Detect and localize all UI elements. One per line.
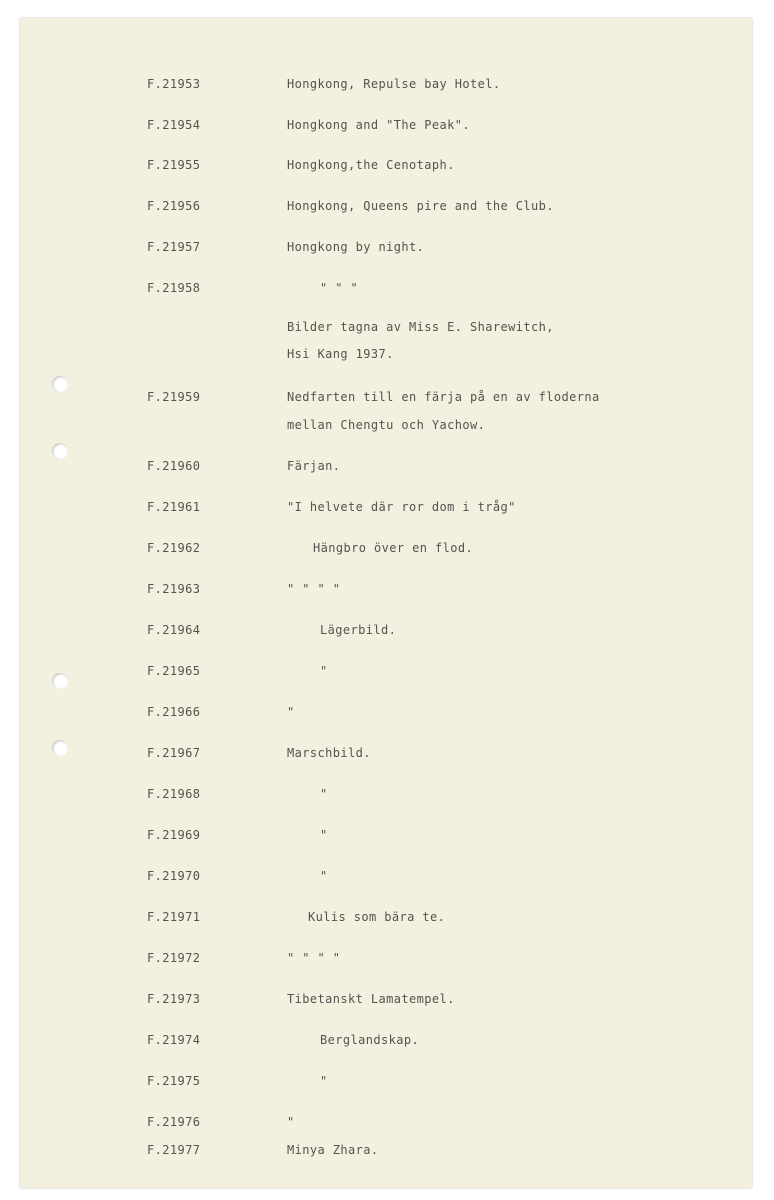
punch-hole xyxy=(52,376,68,392)
entry-description: " xyxy=(287,1115,295,1129)
catalog-number: F.21961 xyxy=(147,500,201,514)
entry-description: " " " " xyxy=(287,582,341,596)
catalog-number: F.21960 xyxy=(147,459,201,473)
catalog-number: F.21971 xyxy=(147,910,201,924)
catalog-number: F.21974 xyxy=(147,1033,201,1047)
entry-description: "I helvete där ror dom i tråg" xyxy=(287,500,516,514)
entry-description: Hongkong,the Cenotaph. xyxy=(287,158,455,172)
entry-description: mellan Chengtu och Yachow. xyxy=(287,418,486,432)
punch-hole xyxy=(52,740,68,756)
entry-description: Hongkong by night. xyxy=(287,240,425,254)
entry-description: Tibetanskt Lamatempel. xyxy=(287,992,455,1006)
catalog-number: F.21975 xyxy=(147,1074,201,1088)
entry-description: " xyxy=(287,705,295,719)
catalog-number: F.21966 xyxy=(147,705,201,719)
catalog-number: F.21964 xyxy=(147,623,201,637)
catalog-number: F.21970 xyxy=(147,869,201,883)
catalog-number: F.21953 xyxy=(147,77,201,91)
punch-hole xyxy=(52,443,68,459)
catalog-number: F.21962 xyxy=(147,541,201,555)
punch-hole xyxy=(52,673,68,689)
catalog-number: F.21973 xyxy=(147,992,201,1006)
catalog-number: F.21963 xyxy=(147,582,201,596)
entry-description: Minya Zhara. xyxy=(287,1143,379,1157)
catalog-number: F.21976 xyxy=(147,1115,201,1129)
catalog-number: F.21955 xyxy=(147,158,201,172)
entry-description: Bilder tagna av Miss E. Sharewitch, xyxy=(287,320,554,334)
entry-description: " xyxy=(320,787,328,801)
catalog-number: F.21977 xyxy=(147,1143,201,1157)
catalog-number: F.21965 xyxy=(147,664,201,678)
catalog-number: F.21967 xyxy=(147,746,201,760)
entry-description: " xyxy=(320,664,328,678)
entry-description: Hongkong, Queens pire and the Club. xyxy=(287,199,554,213)
catalog-number: F.21954 xyxy=(147,118,201,132)
entry-description: " " " xyxy=(320,281,359,295)
entry-description: " " " " xyxy=(287,951,341,965)
entry-description: " xyxy=(320,828,328,842)
catalog-number: F.21969 xyxy=(147,828,201,842)
entry-description: Färjan. xyxy=(287,459,341,473)
catalog-number: F.21957 xyxy=(147,240,201,254)
catalog-number: F.21972 xyxy=(147,951,201,965)
entry-description: " xyxy=(320,869,328,883)
entry-description: Hsi Kang 1937. xyxy=(287,347,394,361)
entry-description: Nedfarten till en färja på en av floderna xyxy=(287,390,600,404)
entry-description: Berglandskap. xyxy=(320,1033,420,1047)
entry-description: Hängbro över en flod. xyxy=(313,541,474,555)
catalog-number: F.21959 xyxy=(147,390,201,404)
document-page xyxy=(20,18,752,1188)
entry-description: Kulis som bära te. xyxy=(308,910,446,924)
entry-description: Marschbild. xyxy=(287,746,371,760)
entry-description: " xyxy=(320,1074,328,1088)
catalog-number: F.21958 xyxy=(147,281,201,295)
catalog-number: F.21956 xyxy=(147,199,201,213)
entry-description: Hongkong, Repulse bay Hotel. xyxy=(287,77,501,91)
entry-description: Hongkong and "The Peak". xyxy=(287,118,470,132)
entry-description: Lägerbild. xyxy=(320,623,397,637)
catalog-number: F.21968 xyxy=(147,787,201,801)
